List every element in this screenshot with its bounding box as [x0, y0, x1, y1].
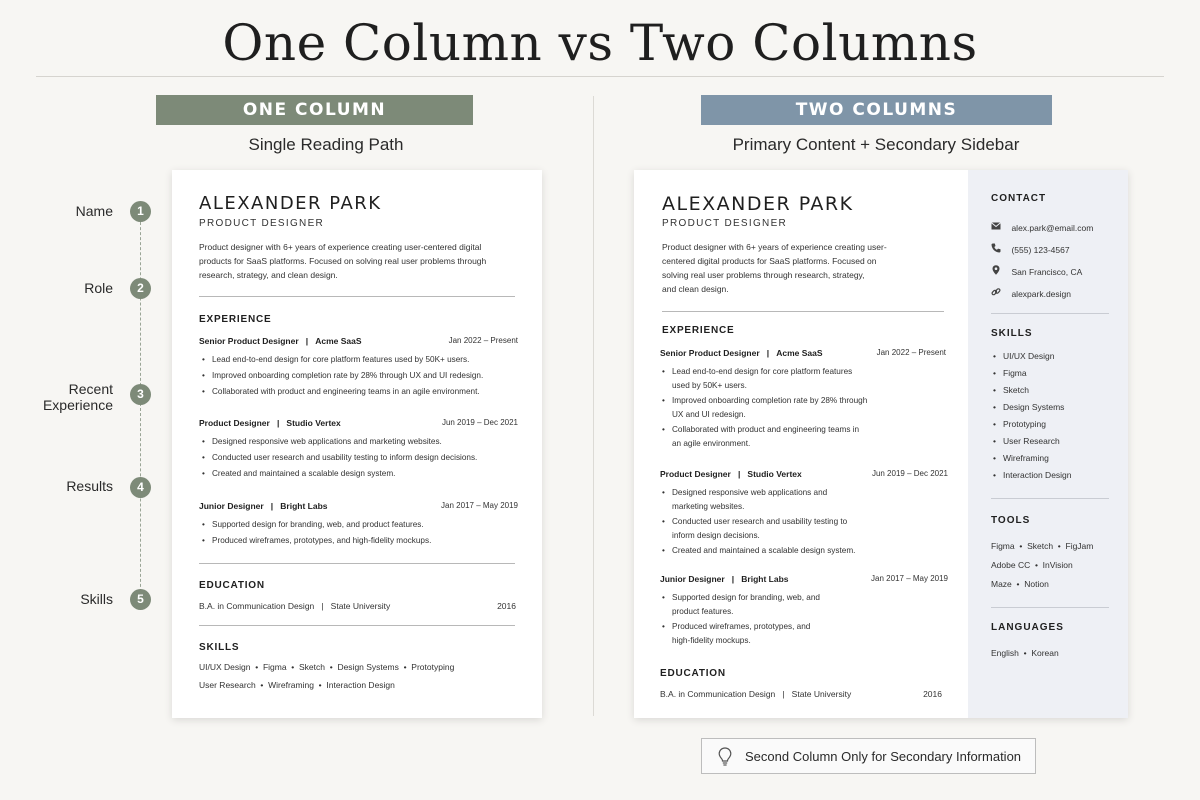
resume-name: ALEXANDER PARK — [199, 193, 382, 214]
sidebar-skill: • Figma — [993, 366, 1027, 380]
one-column-banner: ONE COLUMN — [156, 95, 473, 125]
skills-heading: SKILLS — [199, 642, 240, 653]
job-bullet: • Supported design for branding, web, and product features. — [662, 591, 820, 619]
job-bullet: • Collaborated with product and engineering teams in an agile environment. — [202, 385, 480, 399]
tools-line: Maze • Notion — [991, 579, 1049, 589]
job-dates: Jan 2017 – May 2019 — [871, 574, 948, 583]
job-title: Senior Product Designer | Acme SaaS — [199, 336, 362, 346]
sidebar-divider — [991, 498, 1109, 499]
job-bullet: • Created and maintained a scalable design system. — [202, 467, 395, 481]
location-pin-icon — [991, 265, 1001, 275]
contact-email: alex.park@email.com — [991, 218, 1093, 236]
step-number: 3 — [130, 384, 151, 405]
job-title: Product Designer | Studio Vertex — [660, 469, 802, 479]
resume-role: PRODUCT DESIGNER — [199, 218, 325, 229]
job-dates: Jan 2022 – Present — [448, 336, 518, 345]
job-bullet: • Conducted user research and usability testing to inform design decisions. — [202, 451, 477, 465]
job-dates: Jun 2019 – Dec 2021 — [441, 418, 518, 427]
sidebar-skill: • Design Systems — [993, 400, 1064, 414]
job-bullet: • Conducted user research and usability testing to inform design decisions. — [662, 515, 847, 543]
reading-path-line — [140, 212, 141, 602]
one-column-resume — [172, 170, 542, 718]
sidebar-skill: • User Research — [993, 434, 1060, 448]
resume-role: PRODUCT DESIGNER — [662, 218, 788, 229]
sidebar-skill: • Wireframing — [993, 451, 1049, 465]
column-divider — [593, 96, 594, 716]
page-title: One Column vs Two Columns — [222, 14, 978, 72]
education-year: 2016 — [923, 689, 942, 699]
note-text: Second Column Only for Secondary Information — [745, 749, 1022, 764]
languages-heading: LANGUAGES — [991, 622, 1064, 633]
job-bullet: • Produced wireframes, prototypes, and high-fidelity mockups. — [202, 534, 431, 548]
title-divider — [36, 76, 1164, 77]
job-dates: Jun 2019 – Dec 2021 — [871, 469, 948, 478]
skills-line: User Research • Wireframing • Interaction Design — [199, 680, 395, 690]
two-columns-subtitle: Primary Content + Secondary Sidebar — [732, 135, 1020, 154]
sidebar-skill: • Sketch — [993, 383, 1029, 397]
step-number: 4 — [130, 477, 151, 498]
job-title: Product Designer | Studio Vertex — [199, 418, 341, 428]
job-dates: Jan 2022 – Present — [876, 348, 946, 357]
section-divider — [199, 296, 515, 297]
experience-heading: EXPERIENCE — [199, 314, 272, 325]
step-number: 1 — [130, 201, 151, 222]
job-bullet: • Designed responsive web applications and marketing websites. — [662, 486, 827, 514]
education-heading: EDUCATION — [660, 668, 726, 679]
job-title: Junior Designer | Bright Labs — [660, 574, 789, 584]
sidebar-divider — [991, 313, 1109, 314]
job-bullet: • Lead end-to-end design for core platform features used by 50K+ users. — [202, 353, 469, 367]
job-title: Senior Product Designer | Acme SaaS — [660, 348, 823, 358]
job-bullet: • Collaborated with product and engineering teams in an agile environment. — [662, 423, 859, 451]
job-bullet: • Lead end-to-end design for core platform features used by 50K+ users. — [662, 365, 852, 393]
secondary-info-note — [701, 738, 1036, 774]
job-dates: Jan 2017 – May 2019 — [441, 501, 518, 510]
tools-line: Adobe CC • InVision — [991, 560, 1073, 570]
lightbulb-icon — [718, 747, 732, 767]
education-entry: B.A. in Communication Design | State University — [199, 601, 391, 611]
job-title: Junior Designer | Bright Labs — [199, 501, 328, 511]
step-number: 5 — [130, 589, 151, 610]
step-label: Role — [84, 280, 113, 296]
tools-line: Figma • Sketch • FigJam — [991, 541, 1094, 551]
section-divider — [199, 563, 515, 564]
step-label: Results — [66, 478, 113, 494]
resume-summary: Product designer with 6+ years of experience creating user- centered digital products for SaaS platforms. Focused on solving real user problems through research, strategy, and clean design. — [662, 242, 887, 294]
step-label: Recent Experience — [42, 381, 113, 413]
job-bullet: • Designed responsive web applications and marketing websites. — [202, 435, 442, 449]
tools-heading: TOOLS — [991, 515, 1031, 526]
link-icon — [991, 287, 1001, 297]
phone-icon — [991, 243, 1001, 253]
contact-location: San Francisco, CA — [991, 262, 1082, 280]
step-label: Name — [75, 203, 113, 219]
secondary-sidebar — [968, 170, 1128, 718]
job-bullet: • Produced wireframes, prototypes, and high-fidelity mockups. — [662, 620, 810, 648]
section-divider — [662, 311, 944, 312]
contact-website: alexpark.design — [991, 284, 1071, 302]
one-column-subtitle: Single Reading Path — [248, 135, 404, 154]
job-bullet: • Improved onboarding completion rate by 28% through UX and UI redesign. — [662, 394, 867, 422]
step-label: Skills — [80, 591, 113, 607]
education-heading: EDUCATION — [199, 580, 265, 591]
sidebar-divider — [991, 607, 1109, 608]
sidebar-skill: • Prototyping — [993, 417, 1046, 431]
experience-heading: EXPERIENCE — [662, 325, 735, 336]
sidebar-skills-heading: SKILLS — [991, 328, 1033, 339]
job-bullet: • Supported design for branding, web, and product features. — [202, 518, 424, 532]
resume-name: ALEXANDER PARK — [662, 193, 854, 215]
section-divider — [199, 625, 515, 626]
sidebar-skill: • UI/UX Design — [993, 349, 1055, 363]
step-number: 2 — [130, 278, 151, 299]
contact-heading: CONTACT — [991, 193, 1047, 204]
skills-line: UI/UX Design • Figma • Sketch • Design Systems • Prototyping — [199, 662, 455, 672]
job-bullet: • Improved onboarding completion rate by 28% through UX and UI redesign. — [202, 369, 483, 383]
contact-phone: (555) 123-4567 — [991, 240, 1070, 258]
education-entry: B.A. in Communication Design | State University — [660, 689, 852, 699]
education-year: 2016 — [497, 601, 516, 611]
mail-icon — [991, 221, 1001, 231]
two-columns-banner: TWO COLUMNS — [701, 95, 1052, 125]
resume-summary: Product designer with 6+ years of experience creating user-centered digital products for SaaS platforms. Focused on solving real user problems through research, strategy, and clean design. — [199, 242, 487, 280]
job-bullet: • Created and maintained a scalable design system. — [662, 544, 855, 558]
languages-line: English • Korean — [991, 648, 1059, 658]
sidebar-skill: • Interaction Design — [993, 468, 1072, 482]
two-column-resume — [634, 170, 1128, 718]
